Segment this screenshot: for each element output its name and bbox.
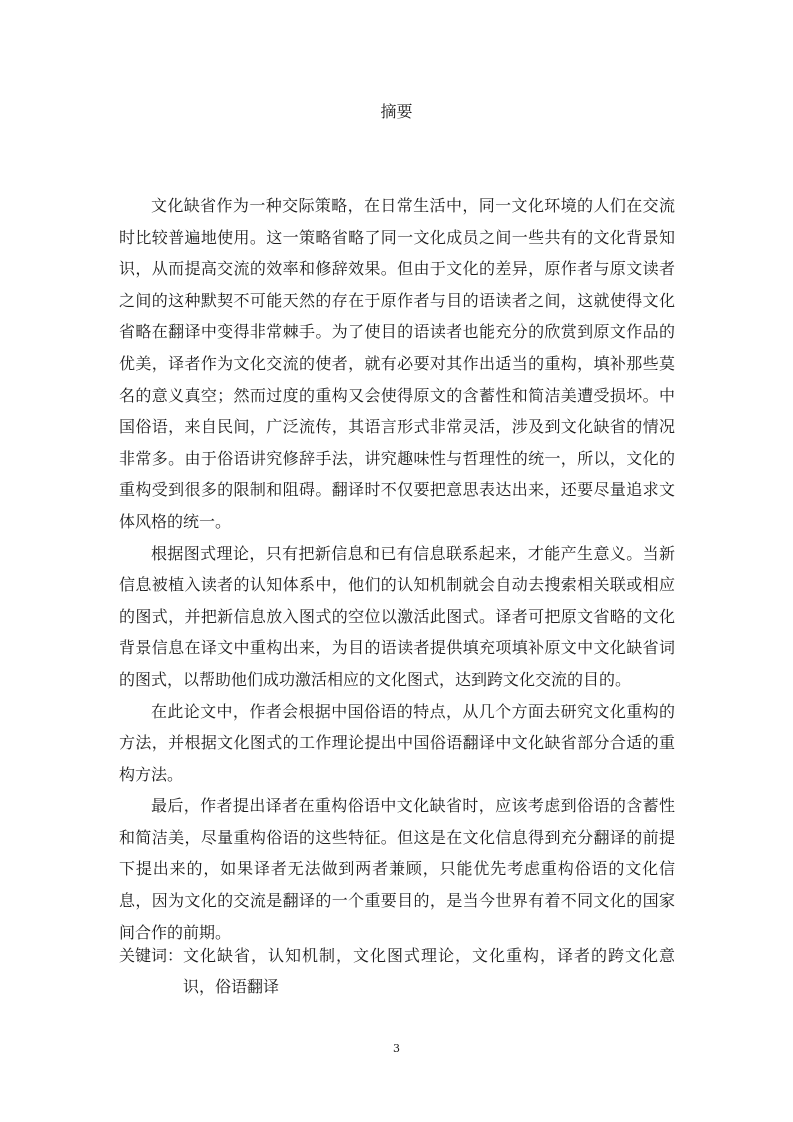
paragraph: 最后，作者提出译者在重构俗语中文化缺省时，应该考虑到俗语的含蓄性和简洁美，尽量重构俗语的这些特征。但这是在文化信息得到充分翻译的前提下提出来的，如果译者无法做到两者兼顾，只能优先考虑重构俗语的文化信息，因为文化的交流是翻译的一个重要目的，是当今世界有着不同文化的国家间合作的前期。 bbox=[119, 796, 675, 942]
abstract-body bbox=[119, 190, 675, 948]
keywords-block bbox=[119, 940, 675, 1002]
page-title: 摘要 bbox=[380, 102, 413, 121]
paragraph: 在此论文中，作者会根据中国俗语的特点，从几个方面去研究文化重构的方法，并根据文化图式的工作理论提出中国俗语翻译中文化缺省部分合适的重构方法。 bbox=[119, 701, 675, 784]
paragraph: 根据图式理论，只有把新信息和已有信息联系起来，才能产生意义。当新信息被植入读者的认知体系中，他们的认知机制就会自动去搜索相关联或相应的图式，并把新信息放入图式的空位以激活此图式。译者可把原文省略的文化背景信息在译文中重构出来，为目的语读者提供填充项填补原文中文化缺省词的图式，以帮助他们成功激活相应的文化图式，达到跨文化交流的目的。 bbox=[119, 543, 675, 689]
keywords-text: 文化缺省，认知机制，文化图式理论，文化重构，译者的跨文化意识，俗语翻译 bbox=[183, 946, 675, 996]
page-number: 3 bbox=[393, 1042, 400, 1055]
paragraph: 文化缺省作为一种交际策略，在日常生活中，同一文化环境的人们在交流时比较普遍地使用。这一策略省略了同一文化成员之间一些共有的文化背景知识，从而提高交流的效率和修辞效果。但由于文化的差异，原作者与原文读者之间的这种默契不可能天然的存在于原作者与目的语读者之间，这就使得文化省略在翻译中变得非常棘手。为了使目的语读者也能充分的欣赏到原文作品的优美，译者作为文化交流的使者，就有必要对其作出适当的重构，填补那些莫名的意义真空；然而过度的重构又会使得原文的含蓄性和简洁美遭受损坏。中国俗语，来自民间，广泛流传，其语言形式非常灵活，涉及到文化缺省的情况非常多。由于俗语讲究修辞手法，讲究趣味性与哲理性的统一，所以，文化的重构受到很多的限制和阻碍。翻译时不仅要把意思表达出来，还要尽量追求文体风格的统一。 bbox=[119, 196, 675, 531]
keywords-label: 关键词： bbox=[119, 946, 184, 965]
